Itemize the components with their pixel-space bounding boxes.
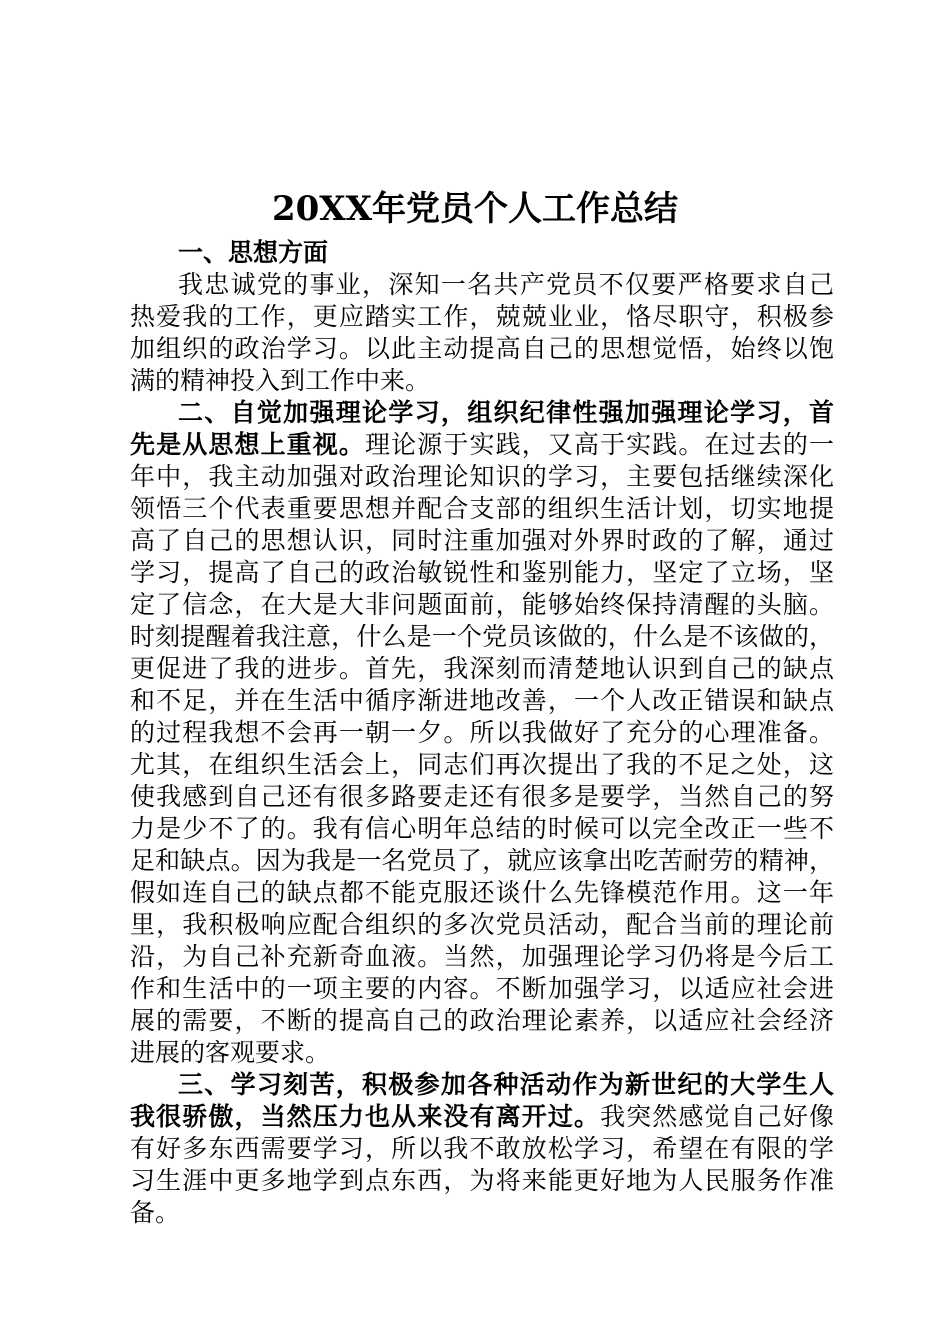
text-line bbox=[130, 877, 834, 909]
text-line bbox=[130, 493, 834, 525]
text-run: 展的需要，不断的提高自己的政治理论素养，以适应社会经济 bbox=[130, 1006, 834, 1035]
text-run: 年中，我主动加强对政治理论知识的学习，主要包括继续深化 bbox=[130, 462, 834, 491]
text-line bbox=[130, 717, 834, 749]
text-line bbox=[130, 525, 834, 557]
text-line bbox=[130, 397, 834, 429]
text-line bbox=[130, 237, 834, 269]
text-run: 使我感到自己还有很多路要走还有很多是要学，当然自己的努 bbox=[130, 782, 834, 811]
text-run: 满的精神投入到工作中来。 bbox=[130, 366, 431, 395]
text-run: 足和缺点。因为我是一名党员了，就应该拿出吃苦耐劳的精神， bbox=[130, 846, 834, 875]
text-run: 我忠诚党的事业，深知一名共产党员不仅要严格要求自己 bbox=[178, 270, 834, 299]
text-run: 沿，为自己补充新奇血液。当然，加强理论学习仍将是今后工 bbox=[130, 942, 834, 971]
text-line bbox=[130, 653, 834, 685]
text-run: 定了信念，在大是大非问题面前，能够始终保持清醒的头脑。 bbox=[130, 590, 834, 619]
text-line bbox=[130, 1069, 834, 1101]
text-run: 的过程我想不会再一朝一夕。所以我做好了充分的心理准备。 bbox=[130, 718, 834, 747]
text-line bbox=[130, 845, 834, 877]
text-line bbox=[130, 973, 834, 1005]
bold-text-run: 三、学习刻苦，积极参加各种活动作为新世纪的大学生人 bbox=[178, 1070, 834, 1099]
bold-text-run: 先是从思想上重视。 bbox=[130, 430, 366, 459]
text-run: 进展的客观要求。 bbox=[130, 1038, 331, 1067]
text-line bbox=[130, 1133, 834, 1165]
text-line bbox=[130, 461, 834, 493]
text-line bbox=[130, 621, 834, 653]
document-body bbox=[130, 237, 834, 1229]
text-line bbox=[130, 269, 834, 301]
text-line bbox=[130, 749, 834, 781]
text-run: 和不足，并在生活中循序渐进地改善，一个人改正错误和缺点 bbox=[130, 686, 834, 715]
text-line bbox=[130, 589, 834, 621]
bold-text-run: 二、自觉加强理论学习，组织纪律性强加强理论学习，首 bbox=[178, 398, 834, 427]
text-line bbox=[130, 1037, 834, 1069]
text-line bbox=[130, 685, 834, 717]
text-run: 假如连自己的缺点都不能克服还谈什么先锋模范作用。这一年 bbox=[130, 878, 834, 907]
text-line bbox=[130, 1101, 834, 1133]
text-run: 习生涯中更多地学到点东西，为将来能更好地为人民服务作准 bbox=[130, 1166, 834, 1195]
text-line bbox=[130, 1005, 834, 1037]
bold-text-run: 一、思想方面 bbox=[178, 238, 329, 267]
text-line bbox=[130, 909, 834, 941]
text-run: 尤其，在组织生活会上，同志们再次提出了我的不足之处，这 bbox=[130, 750, 834, 779]
text-line bbox=[130, 781, 834, 813]
text-run: 备。 bbox=[130, 1198, 181, 1227]
text-line bbox=[130, 429, 834, 461]
text-run: 我突然感觉自己好像 bbox=[600, 1102, 834, 1131]
text-line bbox=[130, 301, 834, 333]
text-run: 里，我积极响应配合组织的多次党员活动，配合当前的理论前 bbox=[130, 910, 834, 939]
bold-text-run: 我很骄傲，当然压力也从来没有离开过。 bbox=[130, 1102, 601, 1131]
text-run: 领悟三个代表重要思想并配合支部的组织生活计划，切实地提 bbox=[130, 494, 834, 523]
text-line bbox=[130, 813, 834, 845]
text-line bbox=[130, 365, 834, 397]
text-run: 作和生活中的一项主要的内容。不断加强学习，以适应社会进 bbox=[130, 974, 834, 1003]
text-run: 时刻提醒着我注意，什么是一个党员该做的，什么是不该做的， bbox=[130, 622, 834, 651]
text-run: 力是少不了的。我有信心明年总结的时候可以完全改正一些不 bbox=[130, 814, 834, 843]
text-run: 学习，提高了自己的政治敏锐性和鉴别能力，坚定了立场，坚 bbox=[130, 558, 834, 587]
text-line bbox=[130, 557, 834, 589]
text-run: 有好多东西需要学习，所以我不敢放松学习，希望在有限的学 bbox=[130, 1134, 834, 1163]
text-run: 高了自己的思想认识，同时注重加强对外界时政的了解，通过 bbox=[130, 526, 834, 555]
text-run: 加组织的政治学习。以此主动提高自己的思想觉悟，始终以饱 bbox=[130, 334, 834, 363]
text-run: 更促进了我的进步。首先，我深刻而清楚地认识到自己的缺点 bbox=[130, 654, 834, 683]
text-line bbox=[130, 1197, 834, 1229]
text-line bbox=[130, 1165, 834, 1197]
text-run: 热爱我的工作，更应踏实工作，兢兢业业，恪尽职守，积极参 bbox=[130, 302, 834, 331]
text-run: 理论源于实践，又高于实践。在过去的一 bbox=[365, 430, 834, 459]
text-line bbox=[130, 941, 834, 973]
document-title: 20XX年党员个人工作总结 bbox=[271, 189, 679, 229]
text-line bbox=[130, 333, 834, 365]
